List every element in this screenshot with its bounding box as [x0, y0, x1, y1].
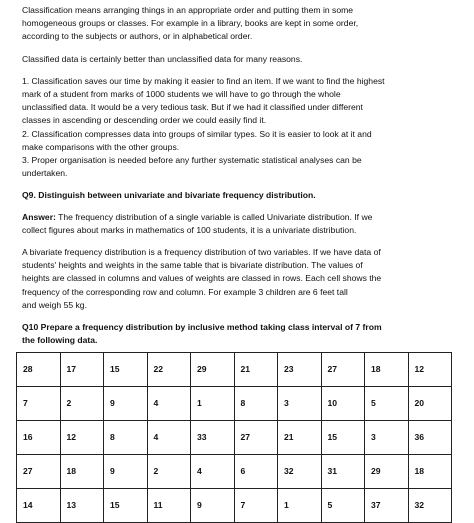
- reasons-list: [22, 75, 452, 181]
- table-cell: 15: [104, 489, 148, 523]
- table-cell: 13: [60, 489, 104, 523]
- table-row: [17, 489, 452, 523]
- table-cell: 32: [408, 489, 452, 523]
- table-cell: 31: [321, 455, 365, 489]
- question-9: Q9. Distinguish between univariate and bivariate frequency distribution.: [22, 190, 316, 201]
- table-cell: 2: [60, 387, 104, 421]
- table-cell: 36: [408, 421, 452, 455]
- table-cell: 3: [365, 421, 409, 455]
- text-line: The frequency distribution of a single variable is called Univariate distribution. If we: [55, 211, 373, 222]
- document-page: [22, 4, 452, 355]
- text-line: A bivariate frequency distribution is a frequency distribution of two variables. If we have data of: [22, 247, 381, 258]
- table-cell: 8: [104, 421, 148, 455]
- table-cell: 27: [234, 421, 278, 455]
- text-line: Classification means arranging things in an appropriate order and putting them in some: [22, 5, 354, 15]
- text-line: according to the subjects or authors, or in alphabetical order.: [22, 31, 253, 42]
- table-cell: 1: [278, 489, 322, 523]
- text-line: the following data.: [22, 335, 98, 346]
- list-line: classes in ascending or descending order we could easily find it.: [22, 115, 267, 126]
- table-cell: 9: [104, 455, 148, 489]
- list-line: unclassified data. It would be a very tedious task. But if we had it classified under different: [22, 102, 363, 113]
- table-cell: 22: [147, 353, 191, 387]
- table-cell: 3: [278, 387, 322, 421]
- text-line: heights are classed in columns and values of weights are classed in rows. Each cell shows the: [22, 273, 382, 284]
- text-line: and weigh 55 kg.: [22, 299, 87, 310]
- table-cell: 11: [147, 489, 191, 523]
- table-cell: 12: [60, 421, 104, 455]
- table-cell: 4: [147, 387, 191, 421]
- table-cell: 12: [408, 353, 452, 387]
- table-cell: 4: [191, 455, 235, 489]
- text-line: Q10 Prepare a frequency distribution by inclusive method taking class interval of 7 from: [22, 322, 382, 333]
- table-cell: 5: [365, 387, 409, 421]
- table-cell: 21: [278, 421, 322, 455]
- text-line: homogeneous groups or classes. For example in a library, books are kept in some order,: [22, 18, 359, 29]
- table-cell: 23: [278, 353, 322, 387]
- text-line: students' heights and weights in the same table that is bivariate distribution. The values of: [22, 260, 363, 271]
- table-row: [17, 353, 452, 387]
- table-cell: 8: [234, 387, 278, 421]
- answer-9: [22, 211, 452, 237]
- list-line: 2. Classification compresses data into groups of similar types. So it is easier to look at it and: [22, 128, 372, 139]
- list-line: make comparisons with the other groups.: [22, 141, 180, 152]
- table-cell: 15: [321, 421, 365, 455]
- table-cell: 14: [17, 489, 61, 523]
- table-cell: 10: [321, 387, 365, 421]
- table-cell: 18: [60, 455, 104, 489]
- table-cell: 4: [147, 421, 191, 455]
- question-10: [22, 321, 452, 347]
- table-cell: 7: [234, 489, 278, 523]
- table-cell: 20: [408, 387, 452, 421]
- table-cell: 2: [147, 455, 191, 489]
- list-line: undertaken.: [22, 168, 68, 179]
- table-cell: 18: [408, 455, 452, 489]
- table-cell: 28: [17, 353, 61, 387]
- text-line: collect figures about marks in mathematics of 100 students, it is a univariate distribution.: [22, 224, 357, 235]
- table-cell: 15: [104, 353, 148, 387]
- table-row: [17, 387, 452, 421]
- classified-data-paragraph: Classified data is certainly better than unclassified data for many reasons.: [22, 53, 303, 64]
- table-cell: 37: [365, 489, 409, 523]
- text-line: frequency of the corresponding row and column. For example 3 children are 6 feet tall: [22, 286, 348, 297]
- answer-label: Answer:: [22, 211, 56, 222]
- list-line: mark of a student from marks of 1000 students we will have to go through the whole: [22, 89, 341, 100]
- table-row: [17, 421, 452, 455]
- bivariate-paragraph: [22, 246, 452, 312]
- table-cell: 27: [17, 455, 61, 489]
- table-cell: 21: [234, 353, 278, 387]
- list-line: 1. Classification saves our time by making it easier to find an item. If we want to find the highest: [22, 75, 385, 86]
- table-row: [17, 455, 452, 489]
- table-cell: 29: [365, 455, 409, 489]
- data-table: [16, 352, 452, 523]
- table-cell: 1: [191, 387, 235, 421]
- table-cell: 5: [321, 489, 365, 523]
- list-line: 3. Proper organisation is needed before any further systematic statistical analyses can be: [22, 155, 362, 166]
- table-cell: 33: [191, 421, 235, 455]
- table-cell: 6: [234, 455, 278, 489]
- table-cell: 29: [191, 353, 235, 387]
- table-cell: 16: [17, 421, 61, 455]
- table-cell: 32: [278, 455, 322, 489]
- table-cell: 9: [104, 387, 148, 421]
- table-cell: 17: [60, 353, 104, 387]
- table-cell: 7: [17, 387, 61, 421]
- classification-paragraph: [22, 4, 452, 44]
- table-cell: 27: [321, 353, 365, 387]
- table-cell: 9: [191, 489, 235, 523]
- table-cell: 18: [365, 353, 409, 387]
